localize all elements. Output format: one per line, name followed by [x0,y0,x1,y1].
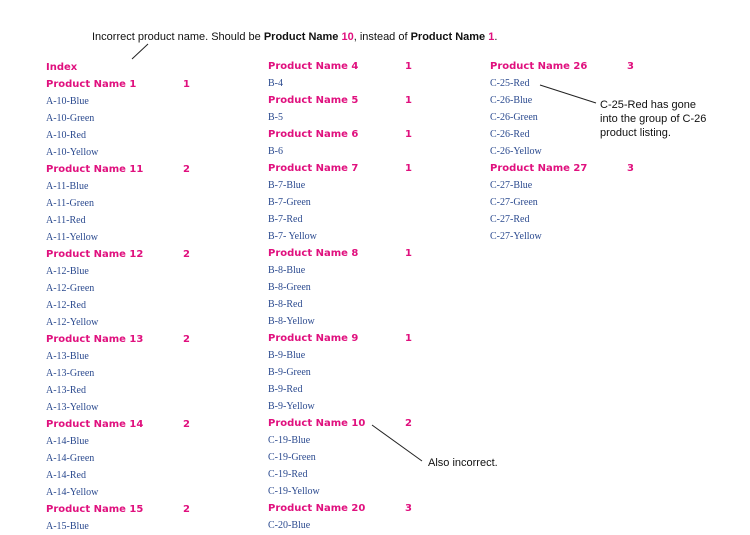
product-variant-item: B-8-Green [268,282,311,293]
product-variant-item: B-9-Red [268,384,303,395]
product-variant-item: C-19-Blue [268,435,311,446]
product-variant-item: A-12-Blue [46,266,89,277]
product-header [268,160,412,177]
product-header [46,76,190,93]
product-header-page-number: 1 [405,248,412,259]
product-header-name: Product Name 8 [268,248,359,259]
product-variant-item: A-14-Yellow [46,487,99,498]
product-variant-item: B-5 [268,112,283,123]
product-variant-item: B-8-Blue [268,265,306,276]
annotation-line: C-25-Red has gone [600,99,697,111]
product-variant-item: C-26-Green [490,112,538,123]
product-variant-item: C-27-Red [490,214,530,225]
annotation-text-prefix: Incorrect product name. Should be [92,31,264,43]
product-header-page-number: 2 [183,334,190,345]
product-header-name: Product Name 20 [268,503,366,514]
product-header [268,330,412,347]
product-variant-item: B-8-Yellow [268,316,315,327]
product-variant-item: A-12-Red [46,300,86,311]
index-title: Index [46,62,78,73]
leader-line-top [132,44,148,59]
product-header-name: Product Name 14 [46,419,144,430]
product-variant-item: A-13-Green [46,368,95,379]
product-variant-item: C-25-Red [490,78,530,89]
product-header-name: Product Name 13 [46,334,144,345]
annotation-line: into the group of C-26 [600,113,707,125]
product-header-name: Product Name 7 [268,163,359,174]
product-header-page-number: 1 [405,129,412,140]
product-variant-item: B-4 [268,78,283,89]
product-header-name: Product Name 4 [268,61,359,72]
annotation-correct-number: 10 [341,31,354,43]
annotation-text-suffix: . [494,31,498,43]
product-variant-item: A-14-Blue [46,436,89,447]
leader-line-middle [372,425,422,461]
product-header-page-number: 3 [627,163,634,174]
product-header [268,245,412,262]
product-variant-item: A-10-Blue [46,96,89,107]
product-header-page-number: 3 [627,61,634,72]
product-header-name: Product Name 9 [268,333,359,344]
product-header [268,500,412,517]
product-header-page-number: 1 [405,95,412,106]
product-header-page-number: 1 [405,163,412,174]
product-header-page-number: 2 [183,419,190,430]
product-header-name: Product Name 1 [46,79,137,90]
product-variant-item: C-19-Yellow [268,486,320,497]
product-variant-item: A-13-Red [46,385,86,396]
product-variant-item: C-26-Blue [490,95,533,106]
product-variant-item: A-11-Red [46,215,86,226]
annotation-wrong-number: 1 [488,31,495,43]
product-variant-item: A-13-Yellow [46,402,99,413]
product-header-page-number: 1 [405,61,412,72]
product-variant-item: B-7-Red [268,214,303,225]
product-header-name: Product Name 10 [268,418,366,429]
product-header [46,416,190,433]
annotation-text-middle: , instead of [353,31,411,43]
product-variant-item: C-26-Red [490,129,530,140]
product-variant-item: A-15-Blue [46,521,89,532]
product-header [46,501,190,518]
product-variant-item: A-11-Green [46,198,94,209]
product-variant-item: A-12-Green [46,283,95,294]
product-header-name: Product Name 6 [268,129,359,140]
product-variant-item: A-12-Yellow [46,317,99,328]
index-column-b [268,58,412,534]
product-header [268,92,412,109]
product-variant-item: A-13-Blue [46,351,89,362]
product-variant-item: B-6 [268,146,283,157]
annotation-line: product listing. [600,127,671,139]
product-header-page-number: 3 [405,503,412,514]
product-header [46,331,190,348]
product-variant-item: B-9-Green [268,367,311,378]
product-variant-item: A-11-Blue [46,181,89,192]
product-header-page-number: 2 [183,164,190,175]
product-header [268,58,412,75]
product-header-page-number: 2 [183,504,190,515]
annotation-correct-name: Product Name [263,31,342,43]
product-variant-item: C-20-Blue [268,520,311,531]
product-header-name: Product Name 12 [46,249,144,260]
product-header-name: Product Name 5 [268,95,359,106]
product-header [46,246,190,263]
product-variant-item: B-7- Yellow [268,231,317,242]
product-variant-item: C-26-Yellow [490,146,542,157]
product-variant-item: A-10-Green [46,113,95,124]
product-variant-item: A-14-Red [46,470,86,481]
product-header-name: Product Name 27 [490,163,588,174]
product-variant-item: C-27-Green [490,197,538,208]
annotation-wrong-name: Product Name [410,31,489,43]
index-column-c [490,58,634,245]
product-header [490,160,634,177]
product-header-name: Product Name 26 [490,61,588,72]
product-variant-item: B-9-Yellow [268,401,315,412]
index-column-a [46,76,190,535]
product-header-page-number: 2 [183,249,190,260]
product-header [46,161,190,178]
product-header [490,58,634,75]
annotation-also-incorrect-text: Also incorrect. [428,457,498,469]
product-variant-item: C-19-Red [268,469,308,480]
product-variant-item: C-27-Yellow [490,231,542,242]
product-header-page-number: 2 [405,418,412,429]
product-header-page-number: 1 [405,333,412,344]
product-variant-item: C-19-Green [268,452,316,463]
product-variant-item: A-10-Yellow [46,147,99,158]
product-variant-item: B-9-Blue [268,350,306,361]
product-variant-item: A-14-Green [46,453,95,464]
product-variant-item: B-7-Green [268,197,311,208]
product-header-name: Product Name 11 [46,164,144,175]
product-header-page-number: 1 [183,79,190,90]
product-variant-item: C-27-Blue [490,180,533,191]
product-header-name: Product Name 15 [46,504,144,515]
product-variant-item: A-11-Yellow [46,232,98,243]
product-variant-item: B-7-Blue [268,180,306,191]
product-header [268,126,412,143]
product-variant-item: A-10-Red [46,130,86,141]
product-header [268,415,412,432]
product-variant-item: B-8-Red [268,299,303,310]
